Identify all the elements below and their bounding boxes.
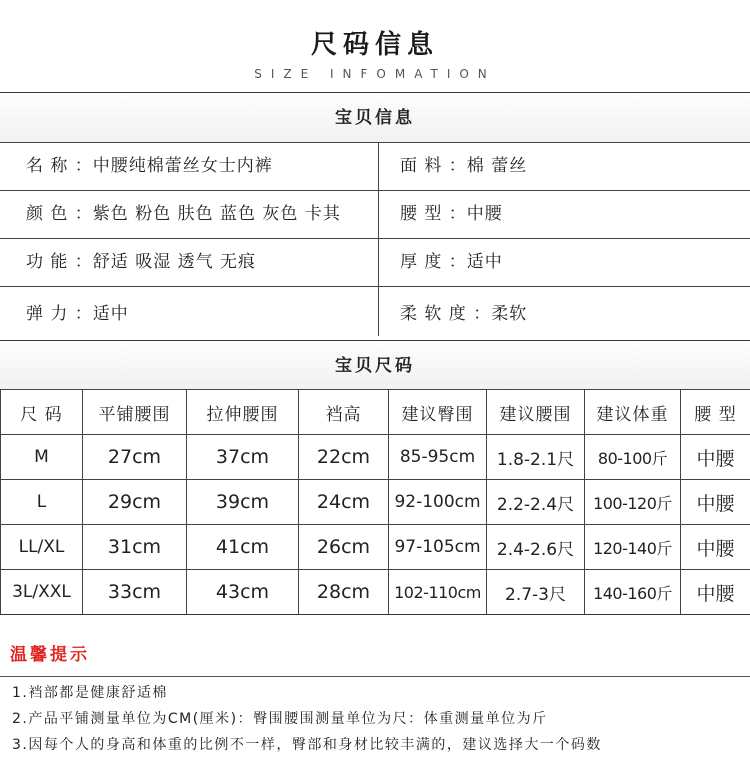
info-waist-type: 腰 型 ：中腰 (400, 204, 503, 224)
cell-weight: 100-120斤 (585, 480, 681, 525)
cell-hip: 85-95cm (389, 435, 487, 480)
cell-hip: 97-105cm (389, 525, 487, 570)
col-header-stretch-waist: 拉伸腰围 (187, 390, 299, 435)
col-header-waist: 建议腰围 (487, 390, 585, 435)
cell-stretch-waist: 37cm (187, 435, 299, 480)
size-chart-heading: 宝贝尺码 (0, 340, 750, 390)
tips-section (0, 620, 750, 773)
info-elasticity: 弹 力 ：适中 (26, 304, 129, 324)
cell-waist: 2.4-2.6尺 (487, 525, 585, 570)
page-title: 尺码信息 (310, 30, 439, 60)
table-row (1, 525, 750, 570)
info-color: 颜 色 ：紫色 粉色 肤色 蓝色 灰色 卡其 (26, 204, 341, 224)
tip-item: 3.因每个人的身高和体重的比例不一样，臀部和身材比较丰满的，建议选择大一个码数 (12, 737, 602, 753)
size-table (0, 389, 750, 615)
cell-crotch-height: 24cm (299, 480, 389, 525)
info-row (0, 143, 750, 191)
cell-weight: 140-160斤 (585, 570, 681, 615)
col-header-weight: 建议体重 (585, 390, 681, 435)
tip-item: 1.裆部都是健康舒适棉 (12, 685, 168, 701)
cell-flat-waist: 33cm (83, 570, 187, 615)
table-row (1, 435, 750, 480)
cell-waist-type: 中腰 (681, 570, 750, 615)
info-row (0, 287, 750, 341)
cell-crotch-height: 28cm (299, 570, 389, 615)
cell-hip: 92-100cm (389, 480, 487, 525)
cell-hip: 102-110cm (389, 570, 487, 615)
info-thickness: 厚 度 ：适中 (400, 252, 503, 272)
info-fabric: 面 料 ：棉 蕾丝 (400, 156, 528, 176)
table-row (1, 570, 750, 615)
product-info-heading: 宝贝信息 (0, 93, 750, 143)
cell-stretch-waist: 41cm (187, 525, 299, 570)
col-header-flat-waist: 平铺腰围 (83, 390, 187, 435)
tip-item: 2.产品平铺测量单位为CM(厘米)：臀围腰围测量单位为尺：体重测量单位为斤 (12, 711, 548, 727)
cell-stretch-waist: 39cm (187, 480, 299, 525)
cell-flat-waist: 31cm (83, 525, 187, 570)
cell-size: 3L/XXL (1, 570, 83, 615)
cell-waist: 2.7-3尺 (487, 570, 585, 615)
cell-waist-type: 中腰 (681, 480, 750, 525)
cell-waist: 2.2-2.4尺 (487, 480, 585, 525)
cell-stretch-waist: 43cm (187, 570, 299, 615)
size-table-header-row (1, 390, 750, 435)
page-subtitle: SIZE INFOMATION (254, 67, 496, 81)
cell-size: M (1, 435, 83, 480)
tips-divider (0, 676, 750, 677)
info-softness: 柔 软 度 ：柔软 (400, 304, 528, 324)
info-divider (378, 142, 379, 336)
size-chart-section (0, 340, 750, 618)
info-row (0, 239, 750, 287)
cell-waist-type: 中腰 (681, 435, 750, 480)
table-row (1, 480, 750, 525)
info-function: 功 能 ：舒适 吸湿 透气 无痕 (26, 252, 257, 272)
cell-size: L (1, 480, 83, 525)
cell-crotch-height: 22cm (299, 435, 389, 480)
product-info-section (0, 92, 750, 340)
tips-title: 温馨提示 (10, 645, 90, 665)
cell-weight: 80-100斤 (585, 435, 681, 480)
col-header-hip: 建议臀围 (389, 390, 487, 435)
cell-flat-waist: 29cm (83, 480, 187, 525)
cell-weight: 120-140斤 (585, 525, 681, 570)
cell-waist: 1.8-2.1尺 (487, 435, 585, 480)
col-header-waist-type: 腰 型 (681, 390, 750, 435)
info-name: 名 称 ：中腰纯棉蕾丝女士内裤 (26, 156, 273, 176)
col-header-size: 尺 码 (1, 390, 83, 435)
header (0, 0, 750, 92)
cell-waist-type: 中腰 (681, 525, 750, 570)
cell-crotch-height: 26cm (299, 525, 389, 570)
cell-flat-waist: 27cm (83, 435, 187, 480)
cell-size: LL/XL (1, 525, 83, 570)
col-header-crotch-height: 裆高 (299, 390, 389, 435)
info-row (0, 191, 750, 239)
